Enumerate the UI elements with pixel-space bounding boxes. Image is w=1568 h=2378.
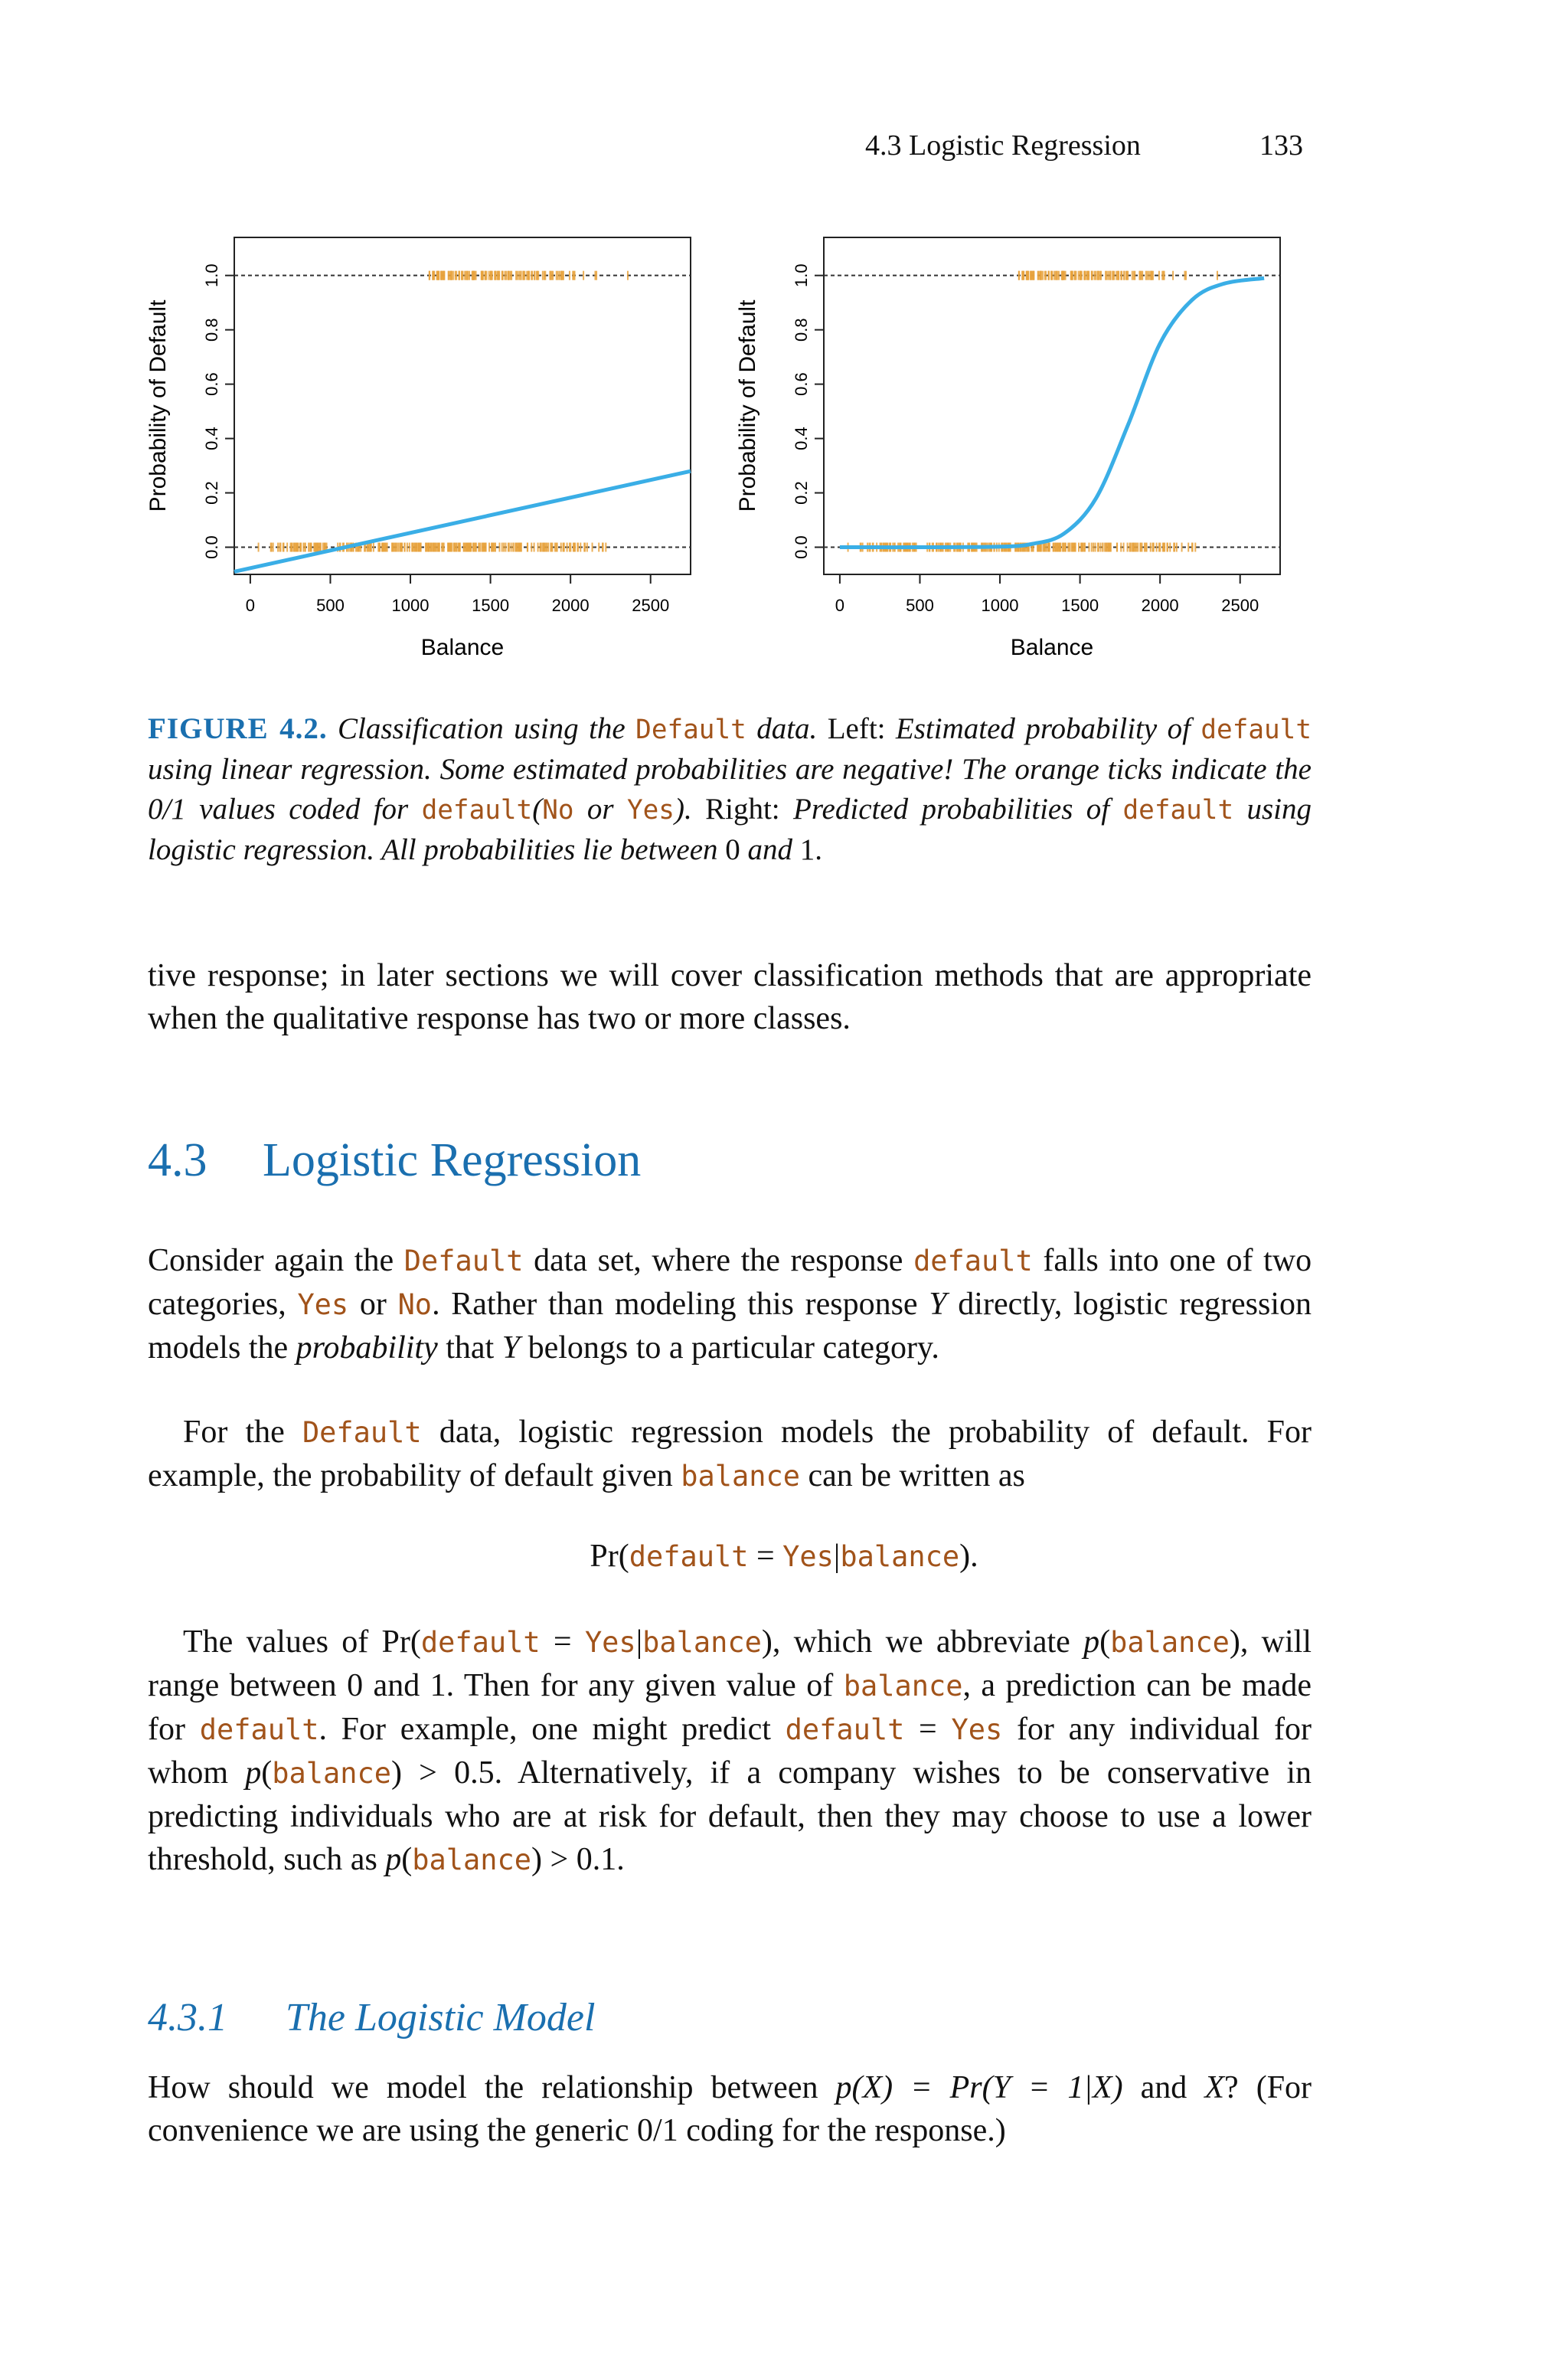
figure-label: FIGURE 4.2. (148, 712, 328, 745)
code: balance (840, 1540, 960, 1573)
math: ( (1099, 1624, 1111, 1660)
right-ytick-label: 0.2 (792, 481, 811, 505)
code: default (629, 1540, 749, 1573)
left-ylabel: Probability of Default (145, 299, 171, 512)
code: default (913, 1245, 1033, 1277)
right-ytick-label: 0.0 (792, 535, 811, 559)
left-series-line (234, 471, 691, 571)
section-title: Logistic Regression (263, 1134, 642, 1186)
math: p (1083, 1624, 1100, 1660)
text: , a prediction can be made for (148, 1668, 1312, 1747)
paragraph-default-data (148, 1411, 1312, 1498)
text: For the (183, 1415, 285, 1450)
code: Default (302, 1416, 422, 1449)
caption-code: default (1122, 795, 1234, 826)
left-ytick-label: 1.0 (202, 263, 221, 287)
caption-text: data. (756, 712, 818, 745)
math: = (748, 1539, 783, 1574)
text: directly, logistic regression models the (148, 1287, 1312, 1366)
text: How should we model the relationship between (148, 2070, 818, 2105)
left-ytick-label: 0.8 (202, 318, 221, 342)
right-ylabel: Probability of Default (735, 299, 760, 512)
text: belongs to a particular category. (528, 1330, 939, 1366)
math: ). (959, 1539, 978, 1574)
caption-text: Predicted probabilities of (793, 793, 1110, 826)
code: No (397, 1288, 433, 1321)
math: Y (501, 1330, 521, 1366)
left-xtick-label: 2500 (632, 596, 670, 615)
paragraph-continuation: tive response; in later sections we will cover classification methods that are appropriate when the qualitative response has two or more classes. (148, 958, 1312, 1036)
code: Default (403, 1245, 524, 1277)
caption-text: using logistic regression. All probabilities lie between (148, 793, 1312, 866)
caption-text: 0 (725, 833, 740, 866)
code: balance (412, 1843, 532, 1876)
text: ) > 0.1. (531, 1842, 625, 1877)
left-xlabel: Balance (420, 635, 505, 660)
caption-text: Left: (827, 712, 886, 745)
text: can be written as (808, 1458, 1025, 1493)
math: p(X) = Pr(Y = 1|X) (835, 2070, 1123, 2105)
emphasis: probability (296, 1330, 438, 1366)
right-panel (735, 237, 1280, 660)
caption-text: and (747, 833, 793, 866)
math: p (385, 1842, 402, 1877)
caption-code: default (1200, 715, 1312, 745)
text: and (1140, 2070, 1187, 2105)
paragraph-logistic-model (148, 2066, 1312, 2152)
left-xtick-label: 1500 (472, 596, 510, 615)
caption-code: Yes (626, 795, 675, 826)
right-xtick-label: 1000 (981, 596, 1019, 615)
text: . For example, one might predict (318, 1712, 771, 1747)
right-xtick-label: 2000 (1141, 596, 1179, 615)
right-ytick-label: 0.6 (792, 372, 811, 396)
right-xtick-label: 2500 (1221, 596, 1259, 615)
section-heading (148, 1133, 641, 1188)
left-ytick-label: 0.2 (202, 481, 221, 505)
right-xtick-label: 500 (906, 596, 934, 615)
code: default (785, 1713, 905, 1746)
math: = (540, 1624, 585, 1660)
figure-4-2 (0, 214, 1568, 682)
display-equation (0, 1538, 1568, 1575)
subsection-heading (148, 1995, 595, 2040)
page-number: 133 (1259, 129, 1303, 162)
text: data set, where the response (534, 1243, 903, 1278)
left-xtick-label: 1000 (391, 596, 430, 615)
code: balance (843, 1670, 963, 1703)
left-xtick-label: 2000 (551, 596, 590, 615)
right-series-line (840, 278, 1264, 547)
left-ytick-label: 0.6 (202, 372, 221, 396)
left-plot-frame (234, 237, 691, 574)
text: falls into one of two categories, (148, 1243, 1312, 1322)
caption-text: or (586, 793, 614, 826)
caption-text: Estimated probability of (895, 712, 1191, 745)
code: balance (642, 1626, 762, 1659)
text: for any individual for whom (148, 1712, 1312, 1791)
math: ( (401, 1842, 413, 1877)
caption-code: Default (635, 715, 746, 745)
code: Yes (297, 1288, 349, 1321)
left-panel (145, 237, 691, 660)
paragraph-intro (148, 1239, 1312, 1369)
left-xtick-label: 0 (245, 596, 256, 615)
code: Yes (782, 1540, 834, 1573)
code: Yes (584, 1626, 636, 1659)
caption-text: using linear regression. Some estimated probabilities are negative! The orange ticks indicate the 0/1 values coded for (148, 753, 1312, 826)
math: X (1204, 2070, 1225, 2105)
caption-code: default (421, 795, 533, 826)
text: ? (For convenience we are using the generic 0/1 coding for the response.) (148, 2070, 1312, 2148)
text: that (446, 1330, 495, 1366)
caption-text: ). (674, 793, 692, 826)
code: balance (681, 1460, 801, 1493)
math: Pr( (590, 1539, 629, 1574)
right-ytick-label: 0.4 (792, 427, 811, 450)
math: ( (261, 1755, 273, 1791)
subsection-title: The Logistic Model (286, 1996, 596, 2039)
math: | (635, 1624, 643, 1660)
math: = (904, 1712, 952, 1747)
right-xtick-label: 1500 (1061, 596, 1099, 615)
figure-caption (148, 709, 1312, 870)
section-number: 4.3 (148, 1134, 207, 1186)
text: . Rather than modeling this response (432, 1287, 918, 1322)
code: default (420, 1626, 541, 1659)
subsection-number: 4.3.1 (148, 1996, 227, 2039)
text: or (359, 1287, 387, 1322)
text: The values of Pr( (183, 1624, 421, 1660)
right-ytick-label: 1.0 (792, 263, 811, 287)
code: balance (272, 1757, 391, 1790)
code: Yes (951, 1713, 1003, 1746)
right-ytick-label: 0.8 (792, 318, 811, 342)
left-ytick-label: 0.4 (202, 427, 221, 450)
text: Consider again the (148, 1243, 394, 1278)
text: ), will range between 0 and 1. Then for any given value of (148, 1624, 1312, 1703)
caption-code: No (542, 795, 574, 826)
right-xlabel: Balance (1010, 635, 1094, 660)
caption-text: ( (532, 793, 543, 826)
math: | (833, 1539, 841, 1574)
left-xtick-label: 500 (316, 596, 345, 615)
caption-text: 1. (799, 833, 823, 866)
left-ytick-label: 0.0 (202, 535, 221, 559)
text: ) > 0.5. Alternatively, if a company wishes to be conservative in predicting individuals who are at risk for default, then they may choose to use a lower threshold, such as (148, 1755, 1312, 1877)
caption-text: Classification using the (338, 712, 626, 745)
code: balance (1110, 1626, 1230, 1659)
code: default (199, 1713, 319, 1746)
paragraph-values (148, 1621, 1312, 1882)
text: data, logistic regression models the probability of default. For example, the probability of default given (148, 1415, 1312, 1493)
text: ), which we abbreviate (761, 1624, 1070, 1660)
right-xtick-label: 0 (835, 596, 845, 615)
running-head-title: 4.3 Logistic Regression (865, 129, 1141, 162)
math: Y (929, 1287, 947, 1322)
math: p (245, 1755, 262, 1791)
caption-text: Right: (705, 793, 780, 826)
